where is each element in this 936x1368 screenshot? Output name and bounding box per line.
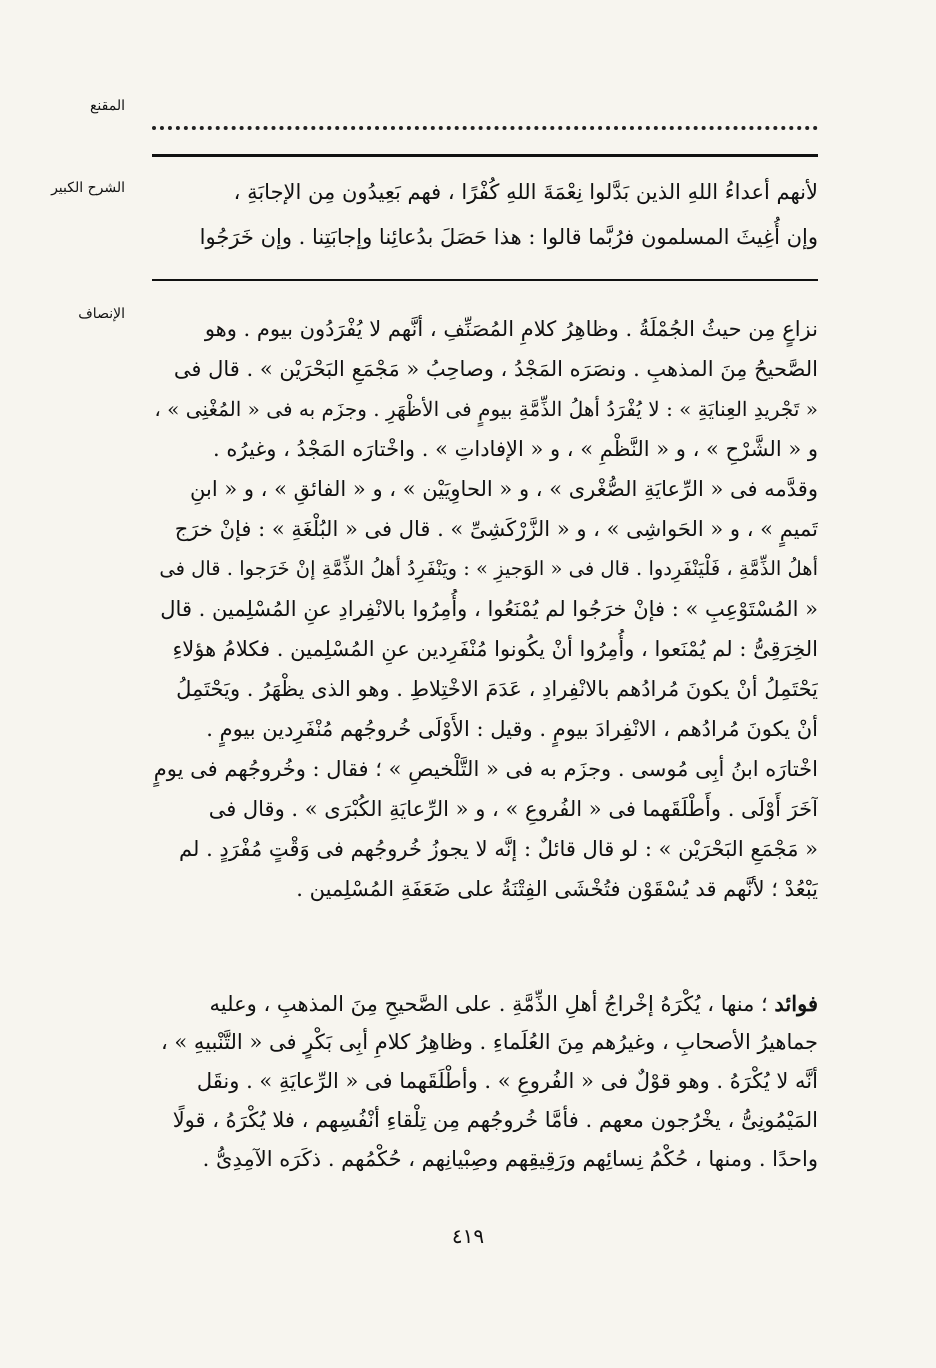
insaf-line: أهلُ الذِّمَّةِ ، فَلْيَنْفَرِدوا . قال فى « الوَجيزِ » : ويَنْفَرِدُ أهلُ الذِّمَّةِ إنْ خَرَجوا . قال فى <box>159 557 818 580</box>
book-title: المقنع <box>89 98 125 114</box>
insaf-line: وقدَّمه فى « الرِّعايَةِ الصُّغْرى » ، و « الحاوِيَيْن » ، و « الفائقِ » ، و « ابنِ <box>189 477 818 501</box>
sharh-line: وإن أُغِيثَ المسلمون فرُبَّما قالوا : هذا حَصَلَ بدُعائِنا وإجابَتِنا . وإن خَرَجُوا <box>199 225 818 249</box>
insaf-line: آخَرَ أَوْلَى . وأَطْلَقَهما فى « الفُروعِ » ، و « الرِّعايَةِ الكُبْرَى » . وقال فى <box>208 797 818 821</box>
fawaid-line <box>150 984 818 1023</box>
insaf-line: « مَجْمَعِ البَحْرَيْن » : لو قال قائلٌ : إنَّه لا يجوزُ خُروجُهم فى وَقْتٍ مُفْرَدٍ . لم <box>179 837 818 861</box>
insaf-text <box>150 309 818 909</box>
insaf-line: « المُسْتَوْعِبِ » : فإنْ خرَجُوا لم يُمْنَعُوا ، وأُمِرُوا بالانْفِرادِ عنِ المُسْلِمين . قال <box>160 597 818 621</box>
insaf-line: يَحْتَمِلُ أنْ يكونَ مُرادُهم بالانْفِرادِ ، عَدَمَ الاخْتِلاطِ . وهو الذى يظْهَرُ . ويَحْتَمِلُ <box>176 677 818 701</box>
insaf-line: نزاعٍ مِن حيثُ الجُمْلَةُ . وظاهِرُ كلامِ المُصَنِّفِ ، أنَّهم لا يُفْرَدُون بيوم . وهو <box>204 317 818 341</box>
fawaid-line: المَيْمُونِىُّ ، يخْرُجون معهم . فأمَّا خُروجُهم مِن تِلْقاءِ أنْفُسِهم ، فلا يُكْرَهُ ، قولًا <box>172 1108 818 1132</box>
fawaid-line: أنَّه لا يُكْرَهُ . وهو قوْلٌ فى « الفُروعِ » . وأطْلَقَهما فى « الرِّعايَةِ » . ونقَل <box>196 1069 818 1093</box>
fawaid-heading: فوائد <box>774 991 818 1016</box>
insaf-line: اخْتارَه ابنُ أبِى مُوسى . وجزَم به فى « التَّلْخيصِ » ؛ فقال : وخُروجُهم فى يومٍ <box>153 757 818 781</box>
sharh-line: لأنهم أعداءُ اللهِ الذين بَدَّلوا نِعْمَةَ اللهِ كُفْرًا ، فهم بَعِيدُون مِن الإجابَةِ ، <box>233 180 818 204</box>
fawaid-line-text: ؛ منها ، يُكْرَهُ إخْراجُ أهلِ الذِّمَّةِ . على الصَّحيحِ مِنَ المذهبِ ، وعليه <box>209 992 768 1016</box>
insaf-line: و « الشَّرْحِ » ، و « النَّظْمِ » ، و « الإفاداتِ » . واخْتارَه المَجْدُ ، وغيرُه . <box>213 437 818 461</box>
insaf-line: الصَّحيحُ مِنَ المذهبِ . ونصَرَه المَجْدُ ، وصاحِبُ « مَجْمَعِ البَحْرَيْن » . قال فى <box>173 357 818 381</box>
fawaid-text <box>150 984 818 1179</box>
section-divider <box>152 279 818 281</box>
fawaid-line: جماهيرُ الأصحابِ ، وغيرُهم مِنَ العُلَماءِ . وظاهِرُ كلامِ أبِى بَكْرٍ فى « التَّنْبيهِ » ، <box>160 1030 818 1054</box>
insaf-line: الخِرَقِىُّ : لم يُمْنَعوا ، وأُمِرُوا أنْ يكُونوا مُنْفَرِدين عنِ المُسْلِمين . فكلامُ هؤلاءِ <box>172 637 818 661</box>
insaf-line: أنْ يكونَ مُرادُهم ، الانْفِرادَ بيومٍ . وقيل : الأَوْلَى خُروجُهم مُنْفَرِدين بيومٍ . <box>206 717 818 741</box>
header-solid-rule <box>152 154 818 157</box>
page-number: ٤١٩ <box>451 1224 485 1248</box>
insaf-line: تَميمٍ » ، و « الحَواشِى » ، و « الزَّرْكَشِىِّ » . قال فى « البُلْغَةِ » : فإنْ خرَج <box>174 517 818 541</box>
header-dotted-rule <box>152 126 818 130</box>
fawaid-line: واحدًا . ومنها ، حُكْمُ نِسائِهم ورَقِيقِهم وصِبْيانِهم ، حُكْمُهم . ذكَرَه الآمِدِىُّ . <box>202 1147 818 1171</box>
sharh-label: الشرح الكبير <box>51 180 125 196</box>
insaf-label: الإنصاف <box>78 306 125 322</box>
sharh-text <box>150 170 818 260</box>
insaf-line: يَبْعُدْ ؛ لأنَّهم قد يُسْقَوْن فتُخْشَى الفِتْنَةُ على ضَعَفَةِ المُسْلِمين . <box>296 877 818 901</box>
insaf-line: « تَجْريدِ العِنايَةِ » : لا يُفْرَدُ أهلُ الذِّمَّةِ بيومٍ فى الأظْهَرِ . وجزَم به فى « المُغْنِى » ، <box>154 397 818 421</box>
